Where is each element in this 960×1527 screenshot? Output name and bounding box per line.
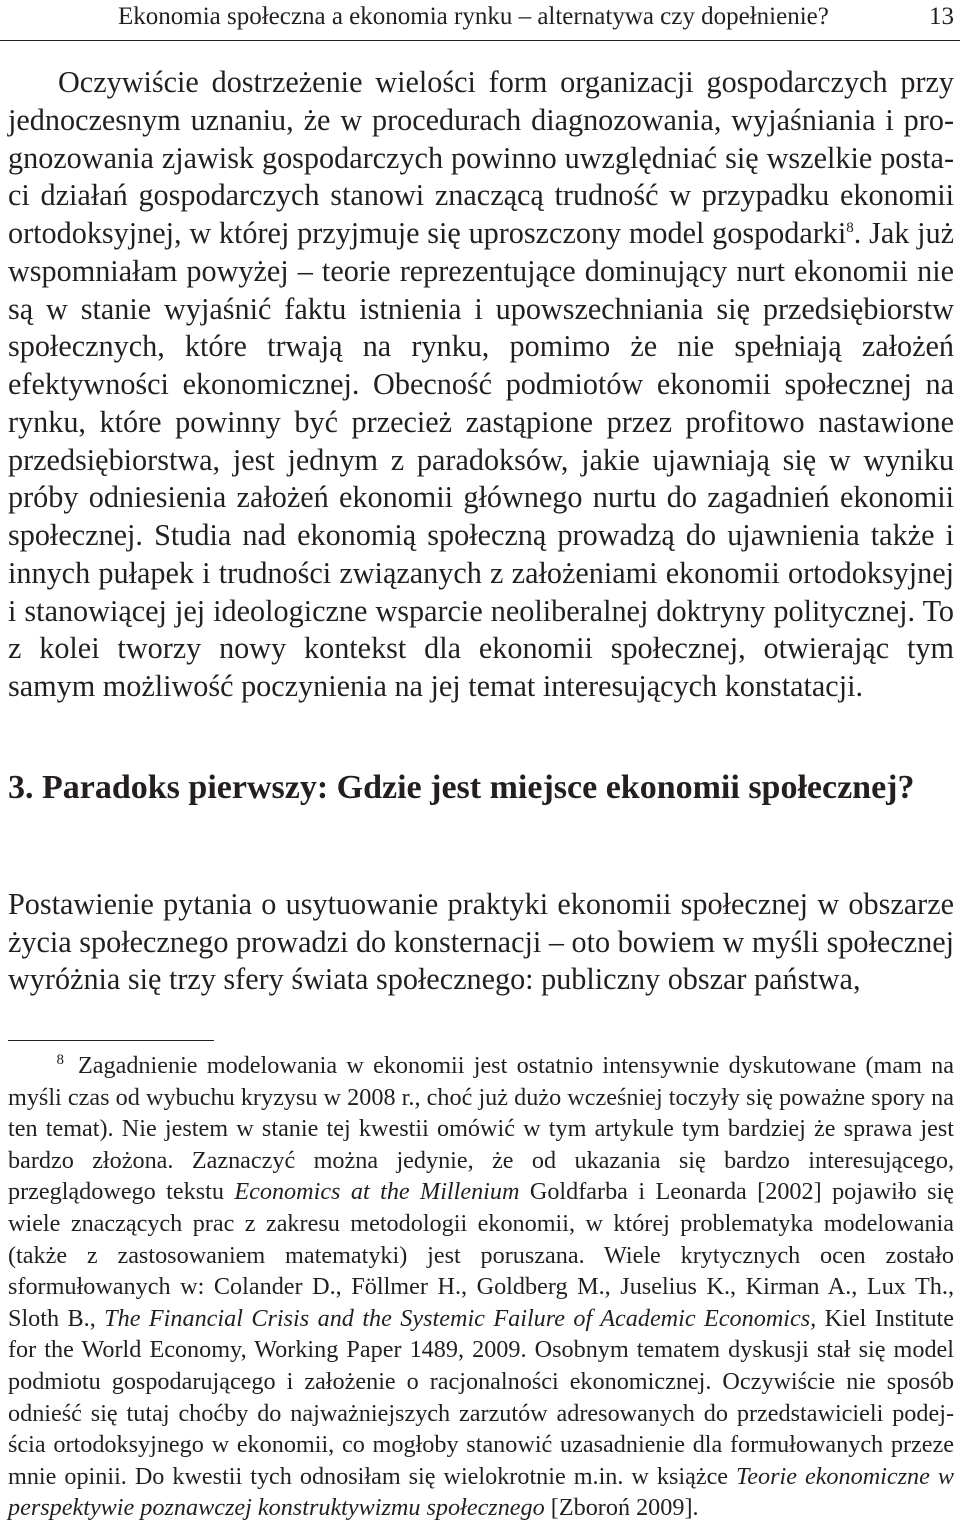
- footnote-text-4: [Zboroń 2009].: [544, 1494, 699, 1522]
- footnote-reference[interactable]: 8: [846, 219, 854, 236]
- page-number: 13: [929, 3, 954, 30]
- body-paragraph-2: Postawienie pytania o usytuowanie praktyki ekonomii społecznej w obszarze życia społecznego prowadzi do konsternacji – oto bowiem w myśli społecznej wyróżnia się trzy sfery świata społecznego: publiczny obszar państwa,: [8, 887, 954, 996]
- paragraph-1-text-b: . Jak już wspomniałam powyżej – teorie reprezentujące dominujący nurt ekonomii nie są w stanie wyjaśnić faktu istnienia i upowszechniania się przedsiębiorstw społecznych, które trwają na rynku, pomimo że nie spełniają założeń efektywności ekonomicznej. Obecność podmiotów ekonomii społecznej na rynku, które powinny być przecież zastąpione przez profitowo nastawione przedsiębiorstwa, jest jednym z paradoksów, jakie ujawniają się w wyniku próby odniesienia założeń ekonomii głównego nurtu do zagadnień ekonomii społecznej. Studia nad ekonomią społeczną prowadzą do ujawnienia także i innych pułapek i trudności związanych z założeniami ekonomii ortodoksyjnej i stanowiącej jej ideologiczne wsparcie neoliberalnej doktryny politycznej. To z kolei tworzy nowy kontekst dla ekonomii społecznej, otwierając tym samym możliwość poczynienia na jej temat interesujących konstatacji.: [8, 216, 954, 703]
- paragraph-1-text-a: Oczywiście dostrzeżenie wielości form organizacji gospodarczych przy jednoczesnym uznaniu, że w procedurach diagnozowania, wyjaśniania i prognozowania zjawisk gospodarczych powinno uwzględniać się wszelkie postaci działań gospodarczych stanowi znaczącą trudność w przypadku ekonomii ortodoksyjnej, w której przyjmuje się uproszczony model gospodarki: [8, 65, 954, 250]
- footnote-text-3: Kiel Institute for the World Economy, Working Paper 1489, 2009. Osobnym tematem dyskusji stał się model podmiotu gospodarującego i założenie o racjonalności ekonomicznej. Oczywiście nie sposób odnieść się tutaj choćby do najważniejszych zarzutów adresowanych do przedstawicieli podejścia ortodoksyjnego w ekonomii, co mogłoby stanowić uzasadnienie dla formułowanych przeze mnie opinii. Do kwestii tych odnosiłam się wielokrotnie m.in. w książce: [8, 1304, 954, 1490]
- footnote-text-1: Zagadnienie modelowania w ekonomii jest ostatnio intensywnie dyskutowane (mam na myśli czas od wybuchu kryzysu w 2008 r., choć już dużo wcześniej toczyły się poważne spory na ten temat). Nie jestem w stanie tej kwestii omówić w tym artykule tym bardziej że sprawa jest bardzo złożona. Zaznaczyć można jedynie, że od ukazania się bardzo interesującego, przeglądowego tekstu: [8, 1052, 954, 1206]
- section-heading: 3. Paradoks pierwszy: Gdzie jest miejsce ekonomii społecznej?: [8, 769, 915, 806]
- running-header-title: Ekonomia społeczna a ekonomia rynku – alternatywa czy dopełnienie?: [118, 3, 829, 30]
- footnote-separator: [8, 1040, 214, 1041]
- footnote-italic-title-1: Economics at the Millenium: [234, 1178, 520, 1206]
- footnote-text-2: Goldfarba i Leonarda [2002] pojawiło się wiele znaczących prac z zakresu metodologii ekonomii, w której problematyka modelowania (także z zastosowaniem matematyki) jest poruszana. Wiele krytycznych ocen zostało sformułowanych w: Colander D., Föllmer H., Goldberg M., Juselius K., Kirman A., Lux Th., Sloth B.,: [8, 1178, 954, 1332]
- footnote: 8 Zagadnienie modelowania w ekonomii jest ostatnio intensywnie dyskutowane (mam na myśli czas od wybuchu kryzysu w 2008 r., choć już dużo wcześniej toczyły się poważne spory na ten temat). Nie jestem w stanie tej kwestii omówić w tym artykule tym bardziej że sprawa jest bardzo złożona. Zaznaczyć można jedynie, że od ukazania się bardzo interesującego, przeglądowego tekstu Economics at the Millenium Goldfarba i Leonarda [2002] pojawiło się wiele znaczących prac z zakresu metodologii ekonomii, w której problematyka modelowania (także z zastosowaniem matematyki) jest poruszana. Wiele krytycznych ocen zostało sformułowanych w: Colander D., Föllmer H., Goldberg M., Juselius K., Kirman A., Lux Th., Sloth B., The Financial Crisis and the Systemic Failure of Academic Economics, Kiel Institute for the World Economy, Working Paper 1489, 2009. Osobnym tematem dyskusji stał się model podmiotu gospodarującego i założenie o racjonalności ekonomicznej. Oczywiście nie sposób odnieść się tutaj choćby do najważniejszych zarzutów adresowanych do przedstawicieli podejścia ortodoksyjnego w ekonomii, co mogłoby stanowić uzasadnienie dla formułowanych przeze mnie opinii. Do kwestii tych odnosiłam się wielokrotnie m.in. w książce Teorie ekonomiczne w perspektywie poznawczej konstruktywizmu społecznego [Zboroń 2009].: [8, 1051, 954, 1522]
- footnote-italic-title-2: The Financial Crisis and the Systemic Failure of Academic Economics,: [104, 1304, 817, 1332]
- footnote-italic-title-3: Teorie ekonomiczne w perspektywie poznawczej konstruktywizmu społecznego: [8, 1462, 954, 1522]
- body-paragraph-1: [8, 64, 954, 706]
- running-header: [0, 0, 960, 41]
